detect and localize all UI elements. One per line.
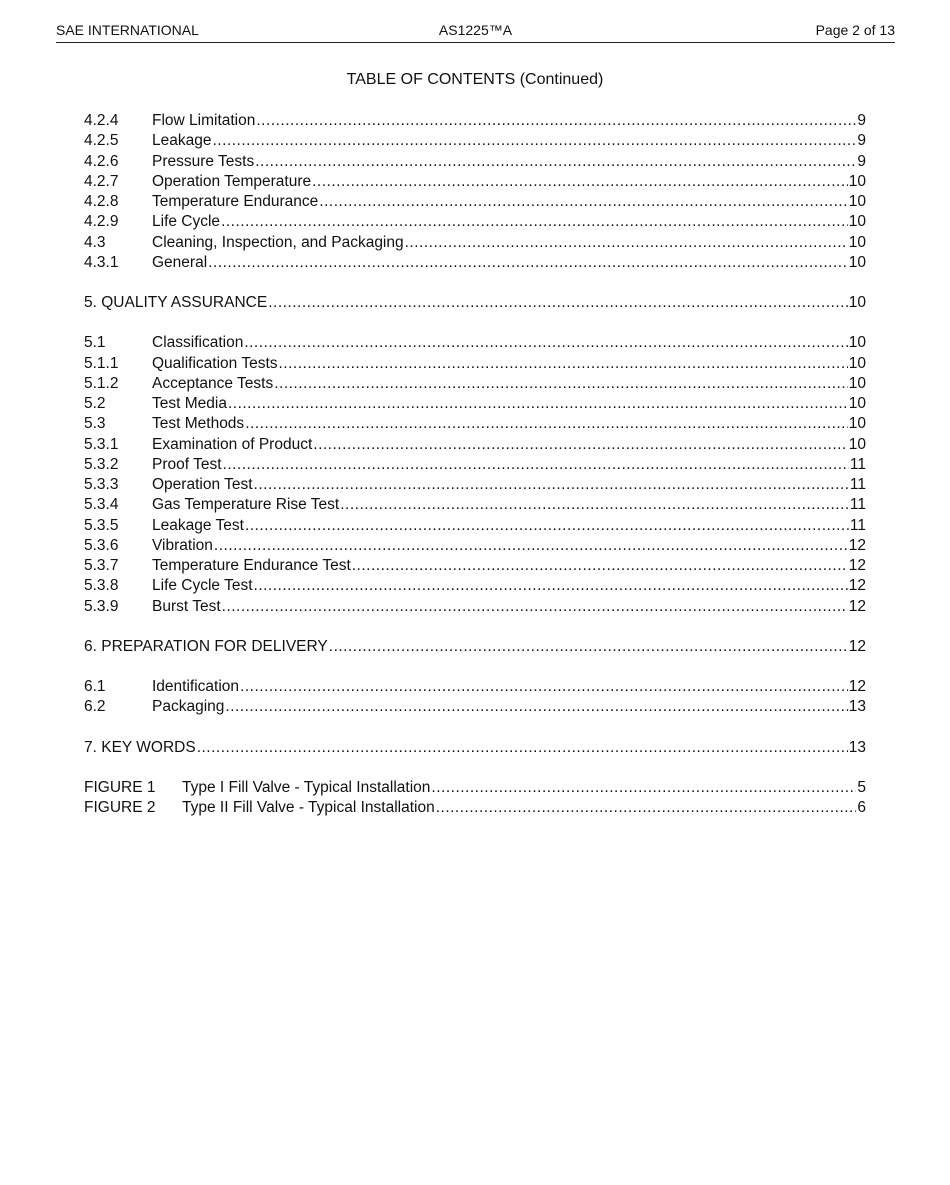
toc-entry[interactable]: [84, 495, 866, 515]
toc-entry-label: Test Methods: [152, 415, 245, 433]
toc-leader-dots: [352, 556, 848, 576]
toc-entry[interactable]: [84, 131, 866, 151]
toc-entry-number: 4.2.4: [84, 112, 119, 129]
toc-entry-page: 9: [857, 152, 866, 170]
toc-entry[interactable]: [84, 455, 866, 475]
toc-entry-number: 5.3.5: [84, 516, 119, 534]
toc-entry-page: 10: [848, 334, 866, 352]
toc-entry[interactable]: [84, 435, 866, 455]
toc-entry-page: 5: [857, 778, 866, 796]
toc-leader-dots: [436, 798, 857, 818]
toc-leader-dots: [319, 192, 847, 212]
toc-leader-dots: [255, 152, 856, 172]
toc-entry[interactable]: [84, 414, 866, 434]
toc-leader-dots: [254, 475, 849, 495]
toc-entry-page: 9: [857, 132, 866, 150]
toc-entry-label: Packaging: [152, 698, 225, 716]
toc-entry[interactable]: [84, 798, 866, 818]
toc-entry-page: 10: [848, 294, 866, 311]
toc-figures: [84, 778, 866, 819]
toc-entry-number: 6.1: [84, 678, 106, 695]
toc-entry-number: 5.3.6: [84, 536, 119, 554]
page-header: [56, 22, 895, 43]
toc-entry-label: Acceptance Tests: [152, 374, 274, 392]
toc-leader-dots: [223, 455, 849, 475]
toc-entry-label: Operation Test: [152, 476, 253, 493]
toc-entry[interactable]: [84, 677, 866, 697]
toc-entry[interactable]: [84, 778, 866, 798]
toc-entry-page: 10: [848, 253, 866, 271]
toc-entry-number: 5.3.1: [84, 435, 119, 453]
toc-leader-dots: [240, 677, 848, 697]
toc-leader-dots: [312, 172, 848, 192]
toc-entry[interactable]: [84, 556, 866, 576]
toc-leader-dots: [208, 253, 848, 273]
toc-entry-page: 11: [849, 496, 866, 514]
toc-entry-page: 12: [848, 536, 866, 554]
toc-entry-number: 5.3.4: [84, 496, 119, 514]
toc-entry-label: Leakage: [152, 132, 212, 150]
toc-leader-dots: [197, 738, 848, 758]
toc-entry-page: 10: [848, 233, 866, 251]
toc-entry-label: Pressure Tests: [152, 152, 255, 170]
toc-entry-number: 4.2.5: [84, 132, 119, 150]
toc-leader-dots: [228, 394, 848, 414]
toc-entry-label: Type I Fill Valve - Typical Installation: [182, 778, 431, 796]
toc-entry-page: 11: [849, 516, 866, 534]
toc-entry-number: 4.2.6: [84, 152, 119, 170]
toc-entry[interactable]: [84, 192, 866, 212]
toc-entry-label: Temperature Endurance Test: [152, 557, 351, 574]
toc-leader-dots: [431, 778, 856, 798]
page-title: TABLE OF CONTENTS (Continued): [346, 71, 604, 88]
toc-leader-dots: [245, 516, 849, 536]
toc-entry-number: 4.3: [84, 233, 106, 251]
toc-entry-number: 5.3.9: [84, 597, 119, 615]
toc-entry-number: 4.2.8: [84, 193, 119, 210]
toc-entry-label: Classification: [152, 334, 244, 352]
toc-entry-page: 10: [848, 415, 866, 433]
toc-entry-page: 12: [848, 597, 866, 615]
toc-leader-dots: [221, 212, 848, 232]
toc-entry-label: Test Media: [152, 395, 227, 412]
toc-entry-page: 12: [848, 678, 866, 695]
toc-leader-dots: [329, 637, 848, 657]
toc-entry[interactable]: [84, 697, 866, 717]
toc-entry[interactable]: [84, 374, 866, 394]
toc-entry[interactable]: [84, 172, 866, 192]
toc-entry-label: Life Cycle Test: [152, 577, 253, 595]
toc-entry-label: 5. QUALITY ASSURANCE: [84, 294, 268, 311]
toc-entry-label: Leakage Test: [152, 516, 244, 534]
toc-leader-dots: [225, 697, 847, 717]
toc-entry-page: 10: [848, 172, 866, 190]
toc-entry-page: 10: [848, 213, 866, 231]
toc-entry-label: Identification: [152, 678, 240, 695]
toc-entry[interactable]: [84, 212, 866, 232]
toc-entry-number: FIGURE 1: [84, 778, 156, 796]
toc-entry[interactable]: [84, 233, 866, 253]
toc-group-6: [84, 677, 866, 718]
toc-section-5[interactable]: [84, 293, 866, 313]
toc-entry-number: 5.3: [84, 415, 106, 433]
toc-entry-page: 12: [848, 577, 866, 595]
toc-entry-page: 10: [848, 193, 866, 210]
toc-entry-label: Proof Test: [152, 455, 222, 473]
toc-leader-dots: [340, 495, 849, 515]
toc-leader-dots: [268, 293, 848, 313]
toc-leader-dots: [222, 597, 848, 617]
toc-entry[interactable]: [84, 516, 866, 536]
toc-entry-number: 5.3.8: [84, 577, 119, 595]
toc-entry[interactable]: [84, 576, 866, 596]
toc-leader-dots: [313, 435, 847, 455]
toc-entry[interactable]: [84, 152, 866, 172]
toc-entry-number: 5.2: [84, 395, 106, 412]
header-doc-id: AS1225™A: [438, 22, 513, 38]
toc-entry-label: Life Cycle: [152, 213, 221, 231]
toc-entry-number: 5.1.1: [84, 354, 119, 372]
toc-entry-number: 6.2: [84, 698, 106, 716]
toc-leader-dots: [256, 111, 856, 131]
toc-entry-page: 13: [848, 698, 866, 716]
toc-entry-label: 7. KEY WORDS: [84, 738, 196, 756]
toc-entry[interactable]: [84, 253, 866, 273]
toc-entry-page: 6: [857, 799, 866, 816]
toc-entry-label: Cleaning, Inspection, and Packaging: [152, 233, 404, 251]
toc-entry-page: 10: [848, 374, 866, 392]
toc-leader-dots: [405, 233, 848, 253]
toc-entry-label: Flow Limitation: [152, 112, 256, 129]
toc-entry-label: Qualification Tests: [152, 354, 278, 372]
table-of-contents: [84, 111, 866, 818]
toc-section-7[interactable]: [84, 738, 866, 758]
toc-entry[interactable]: [84, 536, 866, 556]
toc-entry-number: 5.1.2: [84, 374, 119, 392]
toc-entry-label: Examination of Product: [152, 435, 313, 453]
toc-entry-label: Temperature Endurance: [152, 193, 319, 210]
toc-entry-number: 5.1: [84, 334, 106, 352]
toc-entry-page: 12: [848, 637, 866, 655]
toc-entry[interactable]: [84, 333, 866, 353]
toc-entry-label: 6. PREPARATION FOR DELIVERY: [84, 637, 328, 655]
toc-leader-dots: [245, 414, 848, 434]
toc-entry-page: 13: [848, 738, 866, 756]
toc-leader-dots: [214, 536, 848, 556]
toc-entry-number: 5.3.7: [84, 557, 119, 574]
toc-group-4: [84, 111, 866, 273]
toc-entry-number: 4.3.1: [84, 253, 119, 271]
toc-entry-number: 4.2.7: [84, 172, 119, 190]
toc-entry[interactable]: [84, 475, 866, 495]
toc-leader-dots: [254, 576, 848, 596]
toc-entry-page: 11: [849, 476, 866, 493]
toc-entry-label: Burst Test: [152, 597, 221, 615]
header-org: SAE INTERNATIONAL: [56, 22, 199, 38]
toc-entry-label: Operation Temperature: [152, 172, 312, 190]
toc-entry-number: FIGURE 2: [84, 799, 156, 816]
toc-entry[interactable]: [84, 354, 866, 374]
toc-entry[interactable]: [84, 111, 866, 131]
toc-section-6[interactable]: [84, 637, 866, 657]
toc-entry[interactable]: [84, 597, 866, 617]
toc-leader-dots: [274, 374, 848, 394]
toc-leader-dots: [279, 354, 848, 374]
toc-entry-page: 11: [849, 455, 866, 473]
toc-entry-page: 12: [848, 557, 866, 574]
toc-group-5: [84, 333, 866, 617]
toc-entry-page: 10: [848, 395, 866, 412]
toc-entry-label: General: [152, 253, 208, 271]
toc-entry-page: 10: [848, 435, 866, 453]
toc-entry-number: 5.3.3: [84, 476, 119, 493]
toc-leader-dots: [212, 131, 856, 151]
toc-entry-number: 4.2.9: [84, 213, 119, 231]
toc-entry[interactable]: [84, 394, 866, 414]
toc-entry-number: 5.3.2: [84, 455, 119, 473]
toc-leader-dots: [244, 333, 847, 353]
toc-entry-label: Vibration: [152, 536, 213, 554]
header-page-number: Page 2 of 13: [815, 22, 895, 38]
toc-entry-page: 10: [848, 354, 866, 372]
toc-entry-label: Type II Fill Valve - Typical Installation: [182, 799, 435, 816]
toc-entry-label: Gas Temperature Rise Test: [152, 496, 340, 514]
toc-entry-page: 9: [857, 112, 866, 129]
